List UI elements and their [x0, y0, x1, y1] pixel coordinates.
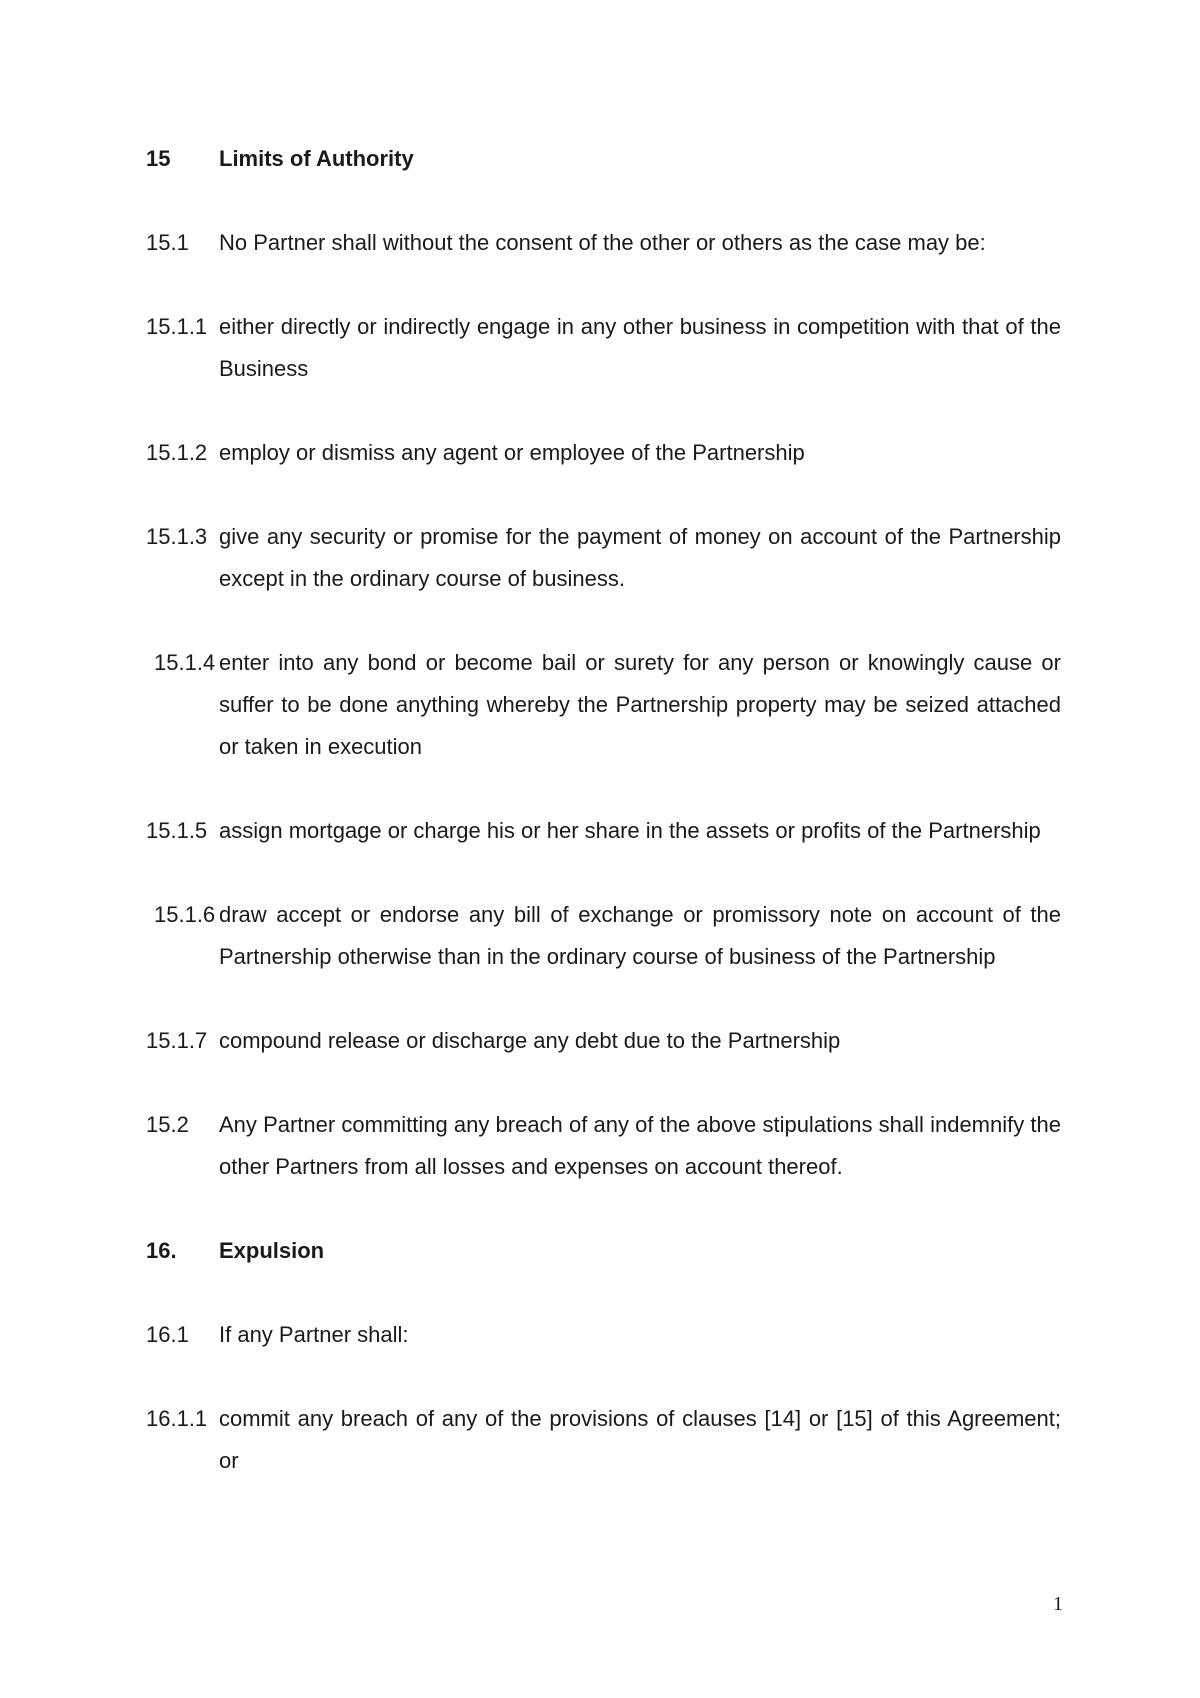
clause-15-1-2 [146, 432, 1061, 474]
clause-number: 15.1.4 [154, 650, 216, 675]
clause-number: 15.1.5 [146, 818, 208, 843]
clause-text: commit any breach of any of the provisions of clauses [14] or [15] of this Agreement; or [219, 1406, 1061, 1473]
document-body [146, 138, 1061, 1524]
section-number: 16. [146, 1238, 177, 1263]
clause-number: 15.1.3 [146, 524, 208, 549]
clause-16-1-1 [146, 1398, 1061, 1482]
clause-15-1-3 [146, 516, 1061, 600]
clause-text: give any security or promise for the payment of money on account of the Partnership except in the ordinary course of business. [219, 524, 1061, 591]
clause-text: enter into any bond or become bail or surety for any person or knowingly cause or suffer to be done anything whereby the Partnership property may be seized attached or taken in execution [219, 650, 1061, 759]
clause-15-1-6 [154, 894, 1061, 978]
clause-text: draw accept or endorse any bill of exchange or promissory note on account of the Partnership otherwise than in the ordinary course of business of the Partnership [219, 902, 1061, 969]
clause-15-2 [146, 1104, 1061, 1188]
clause-text: compound release or discharge any debt due to the Partnership [219, 1028, 841, 1053]
section-title: Expulsion [219, 1238, 325, 1263]
clause-text: If any Partner shall: [219, 1322, 409, 1347]
clause-number: 16.1.1 [146, 1406, 208, 1431]
section-number: 15 [146, 146, 171, 171]
section-heading-16 [146, 1230, 1061, 1272]
clause-text: assign mortgage or charge his or her share in the assets or profits of the Partnership [219, 818, 1041, 843]
section-heading-15 [146, 138, 1061, 180]
clause-15-1-1 [146, 306, 1061, 390]
clause-text: No Partner shall without the consent of the other or others as the case may be: [219, 230, 986, 255]
clause-text: Any Partner committing any breach of any of the above stipulations shall indemnify the other Partners from all losses and expenses on account thereof. [219, 1112, 1061, 1179]
clause-number: 15.1.7 [146, 1028, 208, 1053]
clause-number: 15.2 [146, 1112, 189, 1137]
section-title: Limits of Authority [219, 146, 414, 171]
clause-text: either directly or indirectly engage in any other business in competition with that of the Business [219, 314, 1061, 381]
clause-number: 15.1.1 [146, 314, 208, 339]
clause-number: 16.1 [146, 1322, 189, 1347]
clause-15-1-7 [146, 1020, 1061, 1062]
clause-15-1-5 [146, 810, 1061, 852]
clause-16-1 [146, 1314, 1061, 1356]
clause-number: 15.1.6 [154, 902, 216, 927]
clause-number: 15.1.2 [146, 440, 208, 465]
clause-15-1-4 [154, 642, 1061, 768]
clause-number: 15.1 [146, 230, 189, 255]
clause-text: employ or dismiss any agent or employee of the Partnership [219, 440, 805, 465]
page-number: 1 [1053, 1593, 1063, 1615]
clause-15-1 [146, 222, 1061, 264]
